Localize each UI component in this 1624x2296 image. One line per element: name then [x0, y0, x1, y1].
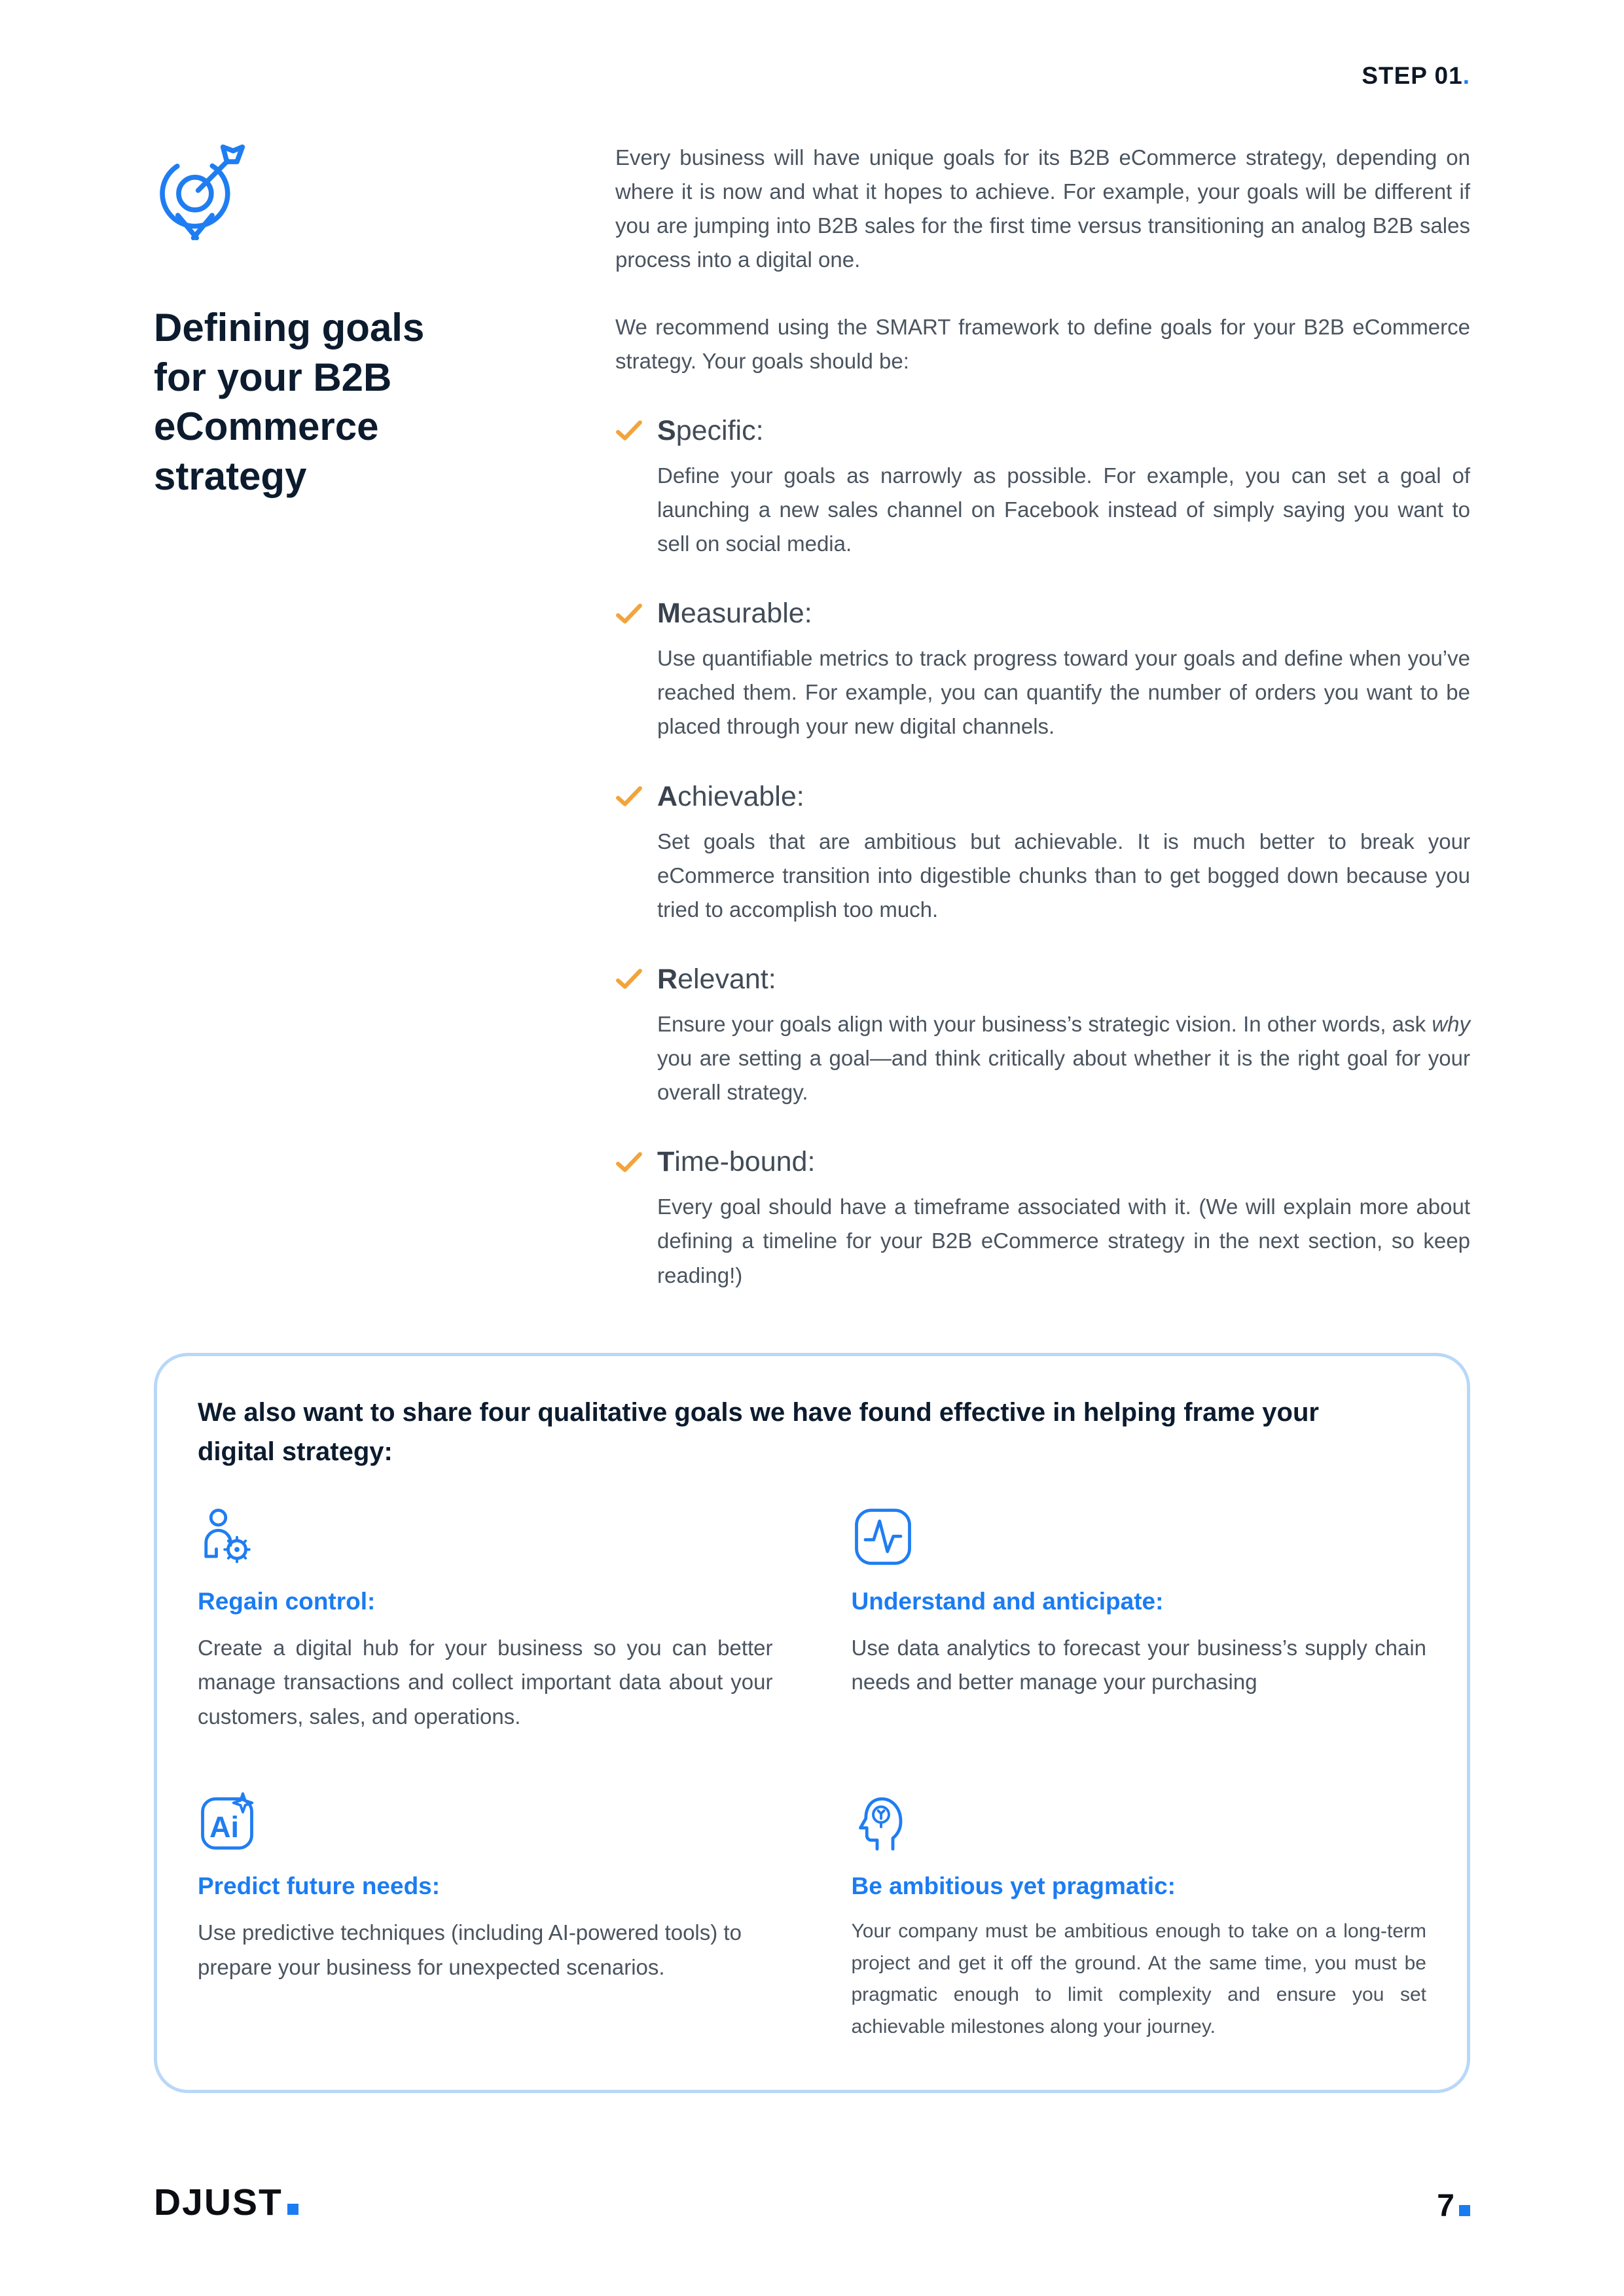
smart-item-heading — [615, 963, 1470, 996]
goal-item-regain-control — [198, 1505, 773, 1734]
qualitative-goals-box — [154, 1353, 1470, 2094]
logo-dot — [287, 2204, 298, 2215]
body-text: you are setting a goal—and think critically about whether it is the right goal for your overall strategy. — [657, 1046, 1470, 1105]
page-footer — [154, 2181, 1470, 2224]
smart-item-body: Use quantifiable metrics to track progress toward your goals and define when you’ve reached them. For example, you can quantify the number of orders you want to be placed through your new digital channels. — [657, 646, 1470, 739]
smart-item-title — [657, 963, 776, 996]
smart-item-title — [657, 1146, 815, 1178]
smart-title-lead: M — [657, 598, 681, 630]
title-column — [154, 141, 615, 1293]
smart-item-achievable — [615, 781, 1470, 927]
smart-item-specific — [615, 415, 1470, 561]
goal-title: Be ambitious yet pragmatic: — [851, 1873, 1176, 1900]
goal-title: Regain control: — [198, 1587, 376, 1615]
check-icon — [615, 1151, 643, 1174]
intro-paragraph: Every business will have unique goals for its B2B eCommerce strategy, depending on where it is now and what it hopes to achieve. For example, your goals will be different if you are jumping into B2B sales for the first time versus transitioning an analog B2B sales process into a digital one. — [615, 145, 1470, 272]
head-lightbulb-icon — [852, 1790, 1427, 1853]
main-content — [154, 141, 1470, 1293]
smart-title-rest: pecific: — [676, 414, 764, 446]
smart-item-title — [657, 415, 764, 447]
check-icon — [615, 419, 643, 442]
svg-text:Ai: Ai — [209, 1810, 239, 1844]
smart-title-rest: elevant: — [677, 963, 776, 995]
page-number — [1437, 2188, 1470, 2224]
smart-item-body: Every goal should have a timeframe associated with it. (We will explain more about defining a timeline for your B2B eCommerce strategy in the next section, so keep reading!) — [657, 1194, 1470, 1287]
smart-item-heading — [615, 598, 1470, 630]
qualitative-goals-heading: We also want to share four qualitative goals we have found effective in helping frame your digital strategy: — [198, 1397, 1319, 1466]
smart-item-title — [657, 781, 804, 813]
djust-logo — [154, 2181, 298, 2224]
step-dot: . — [1462, 62, 1470, 89]
smart-item-time-bound — [615, 1146, 1470, 1292]
smart-item-body: Define your goals as narrowly as possible. For example, you can set a goal of launching a new sales channel on Facebook instead of simply saying you want to sell on social media. — [657, 463, 1470, 556]
page-number-dot — [1459, 2205, 1470, 2216]
qualitative-goals-grid — [198, 1505, 1426, 2043]
smart-item-heading — [615, 1146, 1470, 1178]
page-title: Defining goals for your B2B eCommerce strategy — [154, 306, 425, 498]
body-emphasis: why — [1432, 1011, 1470, 1036]
smart-title-rest: ime-bound: — [674, 1146, 816, 1178]
check-icon — [615, 785, 643, 808]
smart-item-title — [657, 598, 812, 630]
step-label — [154, 62, 1470, 90]
target-arrow-icon — [154, 141, 615, 240]
smart-title-lead: R — [657, 963, 678, 995]
smart-item-measurable — [615, 598, 1470, 744]
body-text: Ensure your goals align with your business’s strategic vision. In other words, ask — [657, 1011, 1432, 1036]
smart-item-heading — [615, 415, 1470, 447]
smart-title-lead: A — [657, 780, 678, 812]
goal-title: Predict future needs: — [198, 1873, 441, 1900]
smart-item-body: Set goals that are ambitious but achievable. It is much better to break your eCommerce transition into digestible chunks than to get bogged down because you tried to accomplish too much. — [657, 829, 1470, 922]
goal-body: Your company must be ambitious enough to take on a long-term project and get it off the ground. At the same time, you must be pragmatic enough to limit complexity and ensure you set achievable milestones along your journey. — [851, 1920, 1426, 2037]
smart-item-heading — [615, 781, 1470, 813]
smart-intro-paragraph: We recommend using the SMART framework to define goals for your B2B eCommerce strategy. Your goals should be: — [615, 314, 1470, 373]
goal-item-understand-anticipate — [852, 1505, 1427, 1734]
smart-title-rest: easurable: — [680, 598, 812, 630]
step-text: STEP 01 — [1362, 62, 1463, 89]
goal-body: Use predictive techniques (including AI-powered tools) to prepare your business for unexpected scenarios. — [198, 1920, 742, 1979]
goal-item-predict-future-needs — [198, 1790, 773, 2043]
logo-text: DJUST — [154, 2181, 283, 2223]
person-gear-icon — [198, 1505, 773, 1568]
smart-item-body — [615, 1007, 1470, 1109]
check-icon — [615, 602, 643, 626]
page-number-text: 7 — [1437, 2189, 1454, 2223]
goal-title: Understand and anticipate: — [851, 1587, 1164, 1615]
smart-title-lead: S — [657, 414, 676, 446]
ai-sparkle-icon — [198, 1790, 773, 1853]
smart-title-lead: T — [657, 1146, 675, 1178]
goal-item-ambitious-pragmatic — [852, 1790, 1427, 2043]
pulse-icon — [852, 1505, 1427, 1568]
smart-title-rest: chievable: — [677, 780, 804, 812]
check-icon — [615, 967, 643, 991]
goal-body: Use data analytics to forecast your business’s supply chain needs and better manage your purchasing — [851, 1635, 1426, 1695]
content-column — [615, 141, 1470, 1293]
goal-body: Create a digital hub for your business so you can better manage transactions and collect important data about your customers, sales, and operations. — [198, 1635, 773, 1729]
smart-item-relevant — [615, 963, 1470, 1109]
